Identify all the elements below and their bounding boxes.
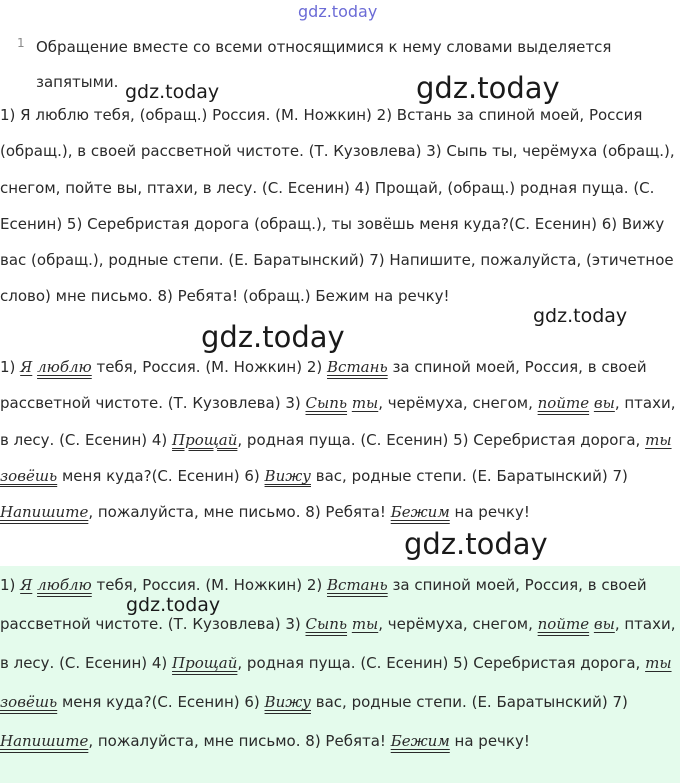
watermark-top: gdz.today	[298, 2, 378, 21]
predicate-word: Сыпь	[305, 615, 348, 633]
watermark: gdz.today	[125, 81, 220, 103]
predicate-word: Встань	[327, 358, 388, 376]
answer-underlined-paragraph	[0, 349, 680, 530]
predicate-word: пойте	[537, 394, 590, 413]
text-run: , черёмуха, снегом,	[378, 615, 538, 633]
text-run: тебя, Россия. (М. Ножкин) 2)	[91, 576, 328, 594]
text-run: , родная пуща. (С. Есенин) 5) Серебристая дорога,	[237, 430, 646, 449]
predicate-word: зовёшь	[0, 693, 58, 711]
task-text: Обращение вместе со всеми относящимися к нему словами выделяется запятыми.	[36, 38, 612, 91]
answer-annotated-paragraph: 1) Я люблю тебя, (обращ.) Россия. (М. Ножкин) 2) Встань за спиной моей, Россия (обращ.), в своей рассветной чистоте. (Т. Кузовлева) 3) Сыпь ты, черёмуха (обращ.), снегом, пойте вы, птахи, в лесу. (С. Есенин) 4) Прощай, (обращ.) родная пуща. (С. Есенин) 5) Серебристая дорога (обращ.), ты зовёшь меня куда?(С. Есенин) 6) Вижу вас (обращ.), родные степи. (Е. Баратынский) 7) Напишите, пожалуйста, (этичетное слово) мне письмо. 8) Ребята! (обращ.) Бежим на речку!	[0, 106, 675, 306]
text-run: вас, родные степи. (Е. Баратынский) 7)	[310, 466, 628, 485]
predicate-word: зовёшь	[0, 466, 58, 485]
predicate-word: Напишите	[0, 732, 89, 750]
task-number: 1	[17, 36, 25, 50]
predicate-word: Прощай	[172, 654, 238, 672]
predicate-word: Сыпь	[305, 394, 348, 413]
text-run: 1)	[0, 576, 21, 594]
text-run: тебя, Россия. (М. Ножкин) 2)	[91, 358, 328, 376]
subject-word: ты	[645, 430, 672, 449]
text-run: , черёмуха, снегом,	[378, 394, 538, 413]
predicate-word: Бежим	[390, 503, 450, 522]
predicate-word: Напишите	[0, 503, 89, 522]
predicate-word: Бежим	[390, 732, 450, 750]
text-run: на речку!	[449, 732, 530, 750]
predicate-word: Вижу	[264, 466, 311, 485]
text-run: 1)	[0, 358, 21, 376]
predicate-word: Встань	[327, 576, 388, 594]
text-run: на речку!	[449, 503, 530, 522]
watermark: gdz.today	[201, 320, 345, 354]
predicate-word: люблю	[37, 358, 92, 376]
text-run: , родная пуща. (С. Есенин) 5) Серебристая дорога,	[237, 654, 646, 672]
watermark: gdz.today	[533, 305, 628, 327]
text-run: за спиной моей, Россия, в своей рассветной чистоте. (Т. Кузовлева) 3)	[0, 576, 647, 633]
predicate-word: люблю	[37, 576, 92, 594]
text-run: вас, родные степи. (Е. Баратынский) 7)	[310, 693, 628, 711]
subject-word: вы	[593, 394, 615, 413]
text-run: , пожалуйста, мне письмо. 8) Ребята!	[88, 503, 391, 522]
subject-word: ты	[351, 394, 379, 413]
text-run: , птахи, в лесу. (С. Есенин) 4)	[0, 615, 676, 672]
watermark: gdz.today	[126, 594, 221, 616]
subject-word: Я	[20, 576, 33, 594]
answer-highlighted-paragraph	[0, 566, 680, 761]
subject-word: ты	[351, 615, 379, 633]
subject-word: ты	[645, 654, 672, 672]
subject-word: вы	[593, 615, 615, 633]
text-run: , пожалуйста, мне письмо. 8) Ребята!	[88, 732, 391, 750]
text-run: меня куда?(С. Есенин) 6)	[57, 466, 265, 485]
watermark: gdz.today	[404, 527, 548, 561]
text-run: , птахи, в лесу. (С. Есенин) 4)	[0, 394, 676, 449]
predicate-word: пойте	[537, 615, 590, 633]
predicate-word: Прощай	[172, 430, 238, 449]
text-run: меня куда?(С. Есенин) 6)	[57, 693, 265, 711]
watermark: gdz.today	[416, 71, 560, 105]
subject-word: Я	[20, 358, 33, 376]
predicate-word: Вижу	[264, 693, 311, 711]
text-run: за спиной моей, Россия, в своей рассветной чистоте. (Т. Кузовлева) 3)	[0, 358, 647, 413]
